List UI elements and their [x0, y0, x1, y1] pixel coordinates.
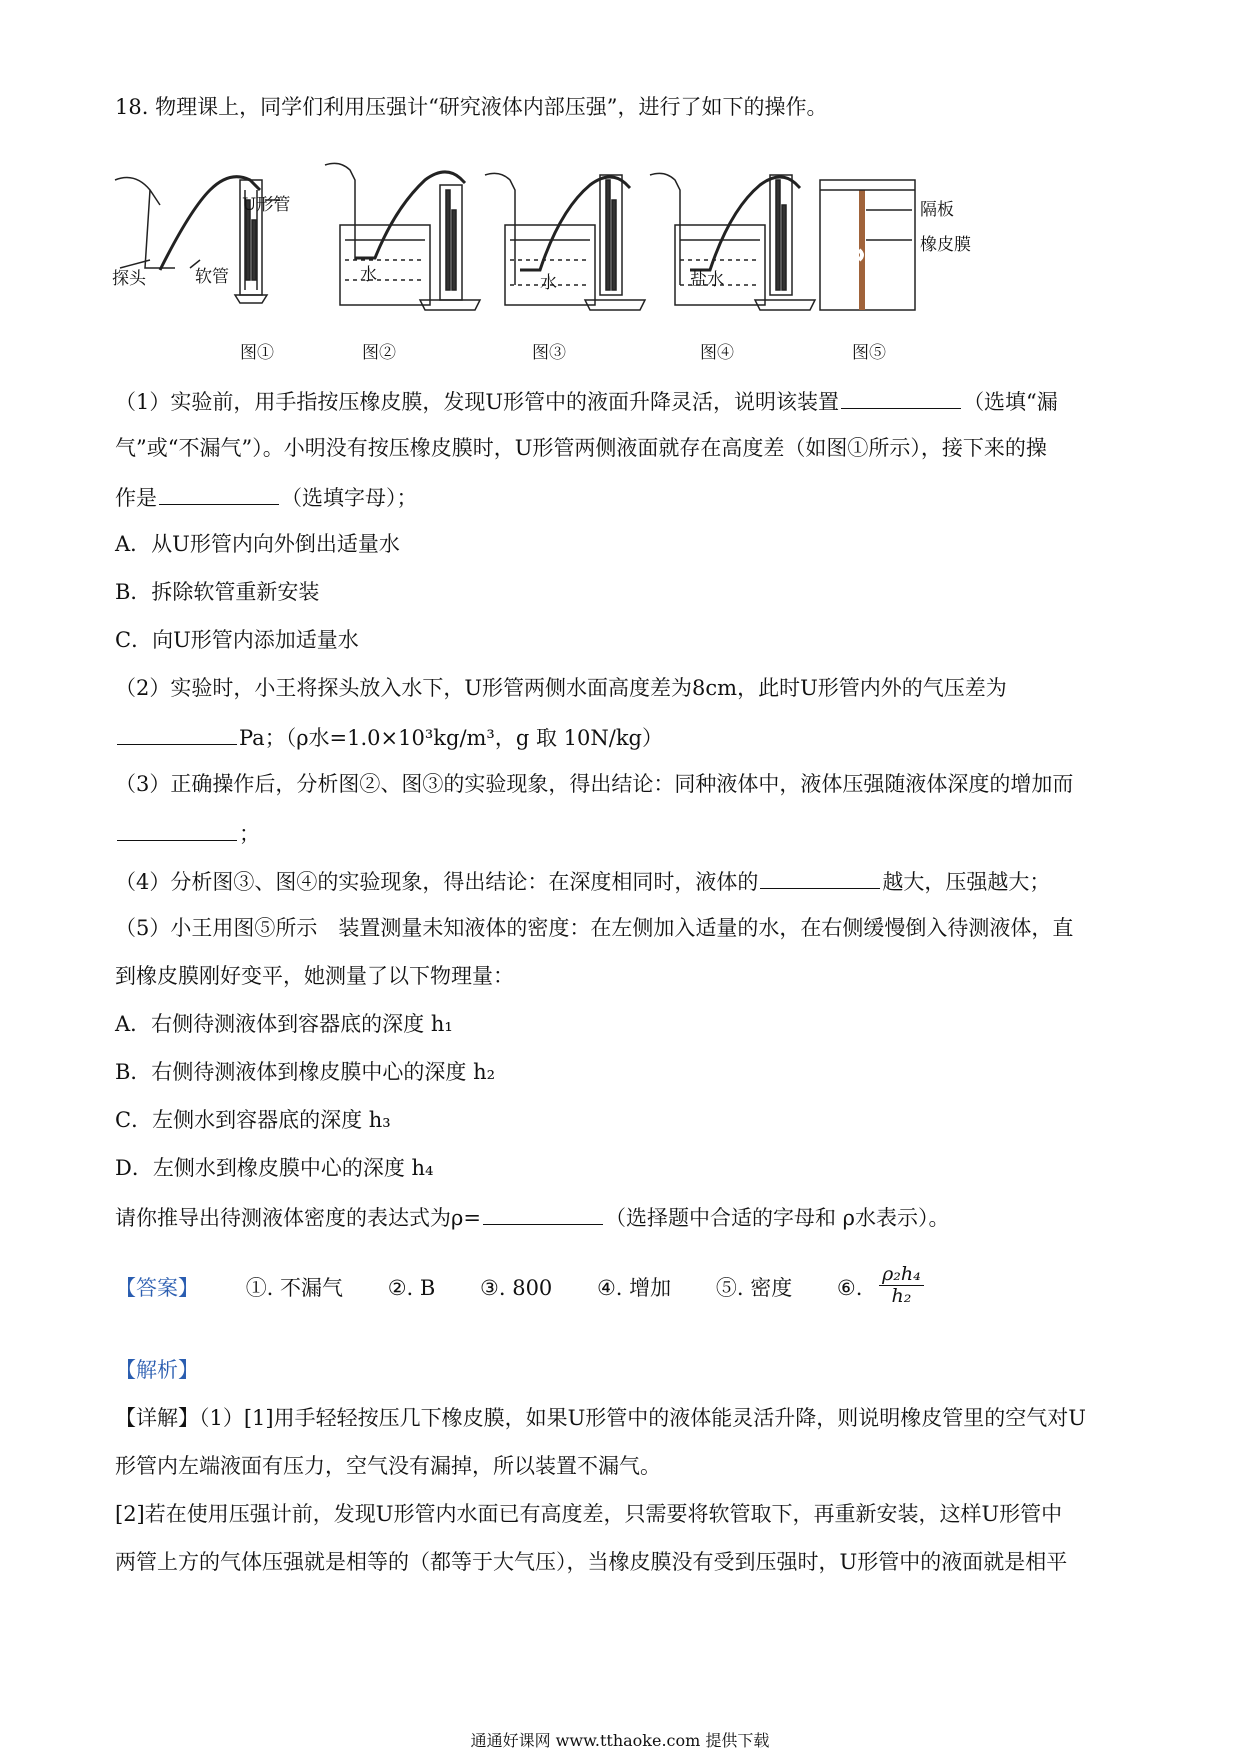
part1-line1	[115, 390, 1058, 413]
part1-line2: 气”或“不漏气”）。小明没有按压橡皮膜时，U形管两侧液面就存在高度差（如图①所示），接下来的操	[115, 436, 1047, 460]
probe-label: 探头	[112, 269, 146, 289]
part2-line2	[115, 726, 663, 749]
part3-text: ；	[239, 822, 260, 846]
page-footer: 通通好课网 www.tthaoke.com 提供下载	[470, 1731, 770, 1750]
u-tube-label: U形管	[242, 195, 291, 215]
water-label-fig3: 水	[540, 273, 557, 293]
blank-2[interactable]	[159, 486, 279, 505]
part5-ask	[115, 1206, 949, 1229]
analysis-tag: 【解析】	[115, 1358, 199, 1382]
figure-5-drawing	[820, 180, 915, 310]
figure-4-drawing	[650, 173, 815, 310]
part5-option-c: C．左侧水到容器底的深度 h₃	[115, 1108, 391, 1132]
option-c: C．向U形管内添加适量水	[115, 628, 359, 652]
question-title: 18. 物理课上，同学们利用压强计“研究液体内部压强”，进行了如下的操作。	[115, 95, 828, 119]
figure-2-drawing	[325, 163, 480, 310]
answer-6-fraction	[879, 1264, 924, 1307]
part2-text: Pa；（ρ水=1.0×10³kg/m³，g 取 10N/kg）	[239, 726, 663, 750]
salt-water-label: 盐水	[690, 270, 724, 290]
analysis-line1: 【详解】（1）[1]用手轻轻按压几下橡皮膜，如果U形管中的液体能灵活升降，则说明橡皮管里的空气对U	[115, 1406, 1086, 1430]
answer-2: ②. B	[387, 1275, 436, 1300]
partition-label: 隔板	[920, 200, 954, 220]
part1-text-d: （选填字母）；	[281, 486, 418, 510]
part5-line1: （5）小王用图⑤所示 装置测量未知液体的密度：在左侧加入适量的水，在右侧缓慢倒入待测液体，直	[115, 916, 1074, 940]
fig2-caption: 图②	[362, 343, 396, 363]
analysis-line3: [2]若在使用压强计前，发现U形管内水面已有高度差，只需要将软管取下，再重新安装，这样U形管中	[115, 1502, 1063, 1526]
analysis-line4: 两管上方的气体压强就是相等的（都等于大气压），当橡皮膜没有受到压强时，U形管中的液面就是相平	[115, 1550, 1068, 1574]
fig4-caption: 图④	[700, 343, 734, 363]
part2-line1: （2）实验时，小王将探头放入水下，U形管两侧水面高度差为8cm，此时U形管内外的气压差为	[115, 676, 1007, 700]
analysis-line2: 形管内左端液面有压力，空气没有漏掉，所以装置不漏气。	[115, 1454, 661, 1478]
blank-5[interactable]	[760, 870, 880, 889]
answer-row	[115, 1263, 924, 1311]
part1-text-c: 作是	[115, 486, 157, 510]
part5-ask-text-b: （选择题中合适的字母和 ρ水表示）。	[604, 1206, 950, 1230]
water-label-fig2: 水	[360, 265, 377, 285]
answer-1: ①. 不漏气	[245, 1275, 344, 1300]
part5-ask-text-a: 请你推导出待测液体密度的表达式为ρ=	[115, 1206, 481, 1230]
fig1-caption: 图①	[240, 343, 274, 363]
part5-option-b: B．右侧待测液体到橡皮膜中心的深度 h₂	[115, 1060, 496, 1084]
part4-text-b: 越大，压强越大；	[882, 870, 1051, 894]
fig3-caption: 图③	[532, 343, 566, 363]
part5-option-d: D．左侧水到橡皮膜中心的深度 h₄	[115, 1156, 434, 1180]
answer-4: ④. 增加	[596, 1275, 672, 1300]
option-a: A．从U形管内向外倒出适量水	[115, 532, 400, 556]
part4-text-a: （4）分析图③、图④的实验现象，得出结论：在深度相同时，液体的	[115, 870, 759, 894]
part1-text-a: （1）实验前，用手指按压橡皮膜，发现U形管中的液面升降灵活，说明该装置	[115, 390, 840, 414]
part5-line2: 到橡皮膜刚好变平，她测量了以下物理量：	[115, 964, 514, 988]
blank-3[interactable]	[117, 726, 237, 745]
part1-text-b: （选填“漏	[963, 390, 1058, 414]
figure-3-drawing	[485, 173, 645, 310]
blank-6[interactable]	[483, 1206, 603, 1225]
blank-4[interactable]	[117, 822, 237, 841]
answer-tag: 【答案】	[115, 1275, 199, 1300]
blank-1[interactable]	[841, 390, 961, 409]
fraction-denominator: h₂	[891, 1284, 912, 1307]
answer-6-prefix: ⑥.	[836, 1275, 863, 1300]
part3-line1: （3）正确操作后，分析图②、图③的实验现象，得出结论：同种液体中，液体压强随液体深度的增加而	[115, 772, 1074, 796]
part4-line	[115, 870, 1050, 893]
membrane-label: 橡皮膜	[920, 235, 971, 255]
experiment-figures	[0, 160, 1240, 363]
part5-option-a: A．右侧待测液体到容器底的深度 h₁	[115, 1012, 453, 1036]
hose-label: 软管	[195, 267, 229, 287]
answer-3: ③. 800	[480, 1275, 553, 1300]
fig5-caption: 图⑤	[852, 343, 886, 363]
answer-5: ⑤. 密度	[715, 1275, 793, 1300]
fraction-numerator: ρ₂h₄	[879, 1264, 924, 1286]
part1-line3	[115, 486, 418, 509]
option-b: B．拆除软管重新安装	[115, 580, 320, 604]
part3-line2	[115, 822, 260, 845]
figures-svg	[0, 160, 1240, 360]
